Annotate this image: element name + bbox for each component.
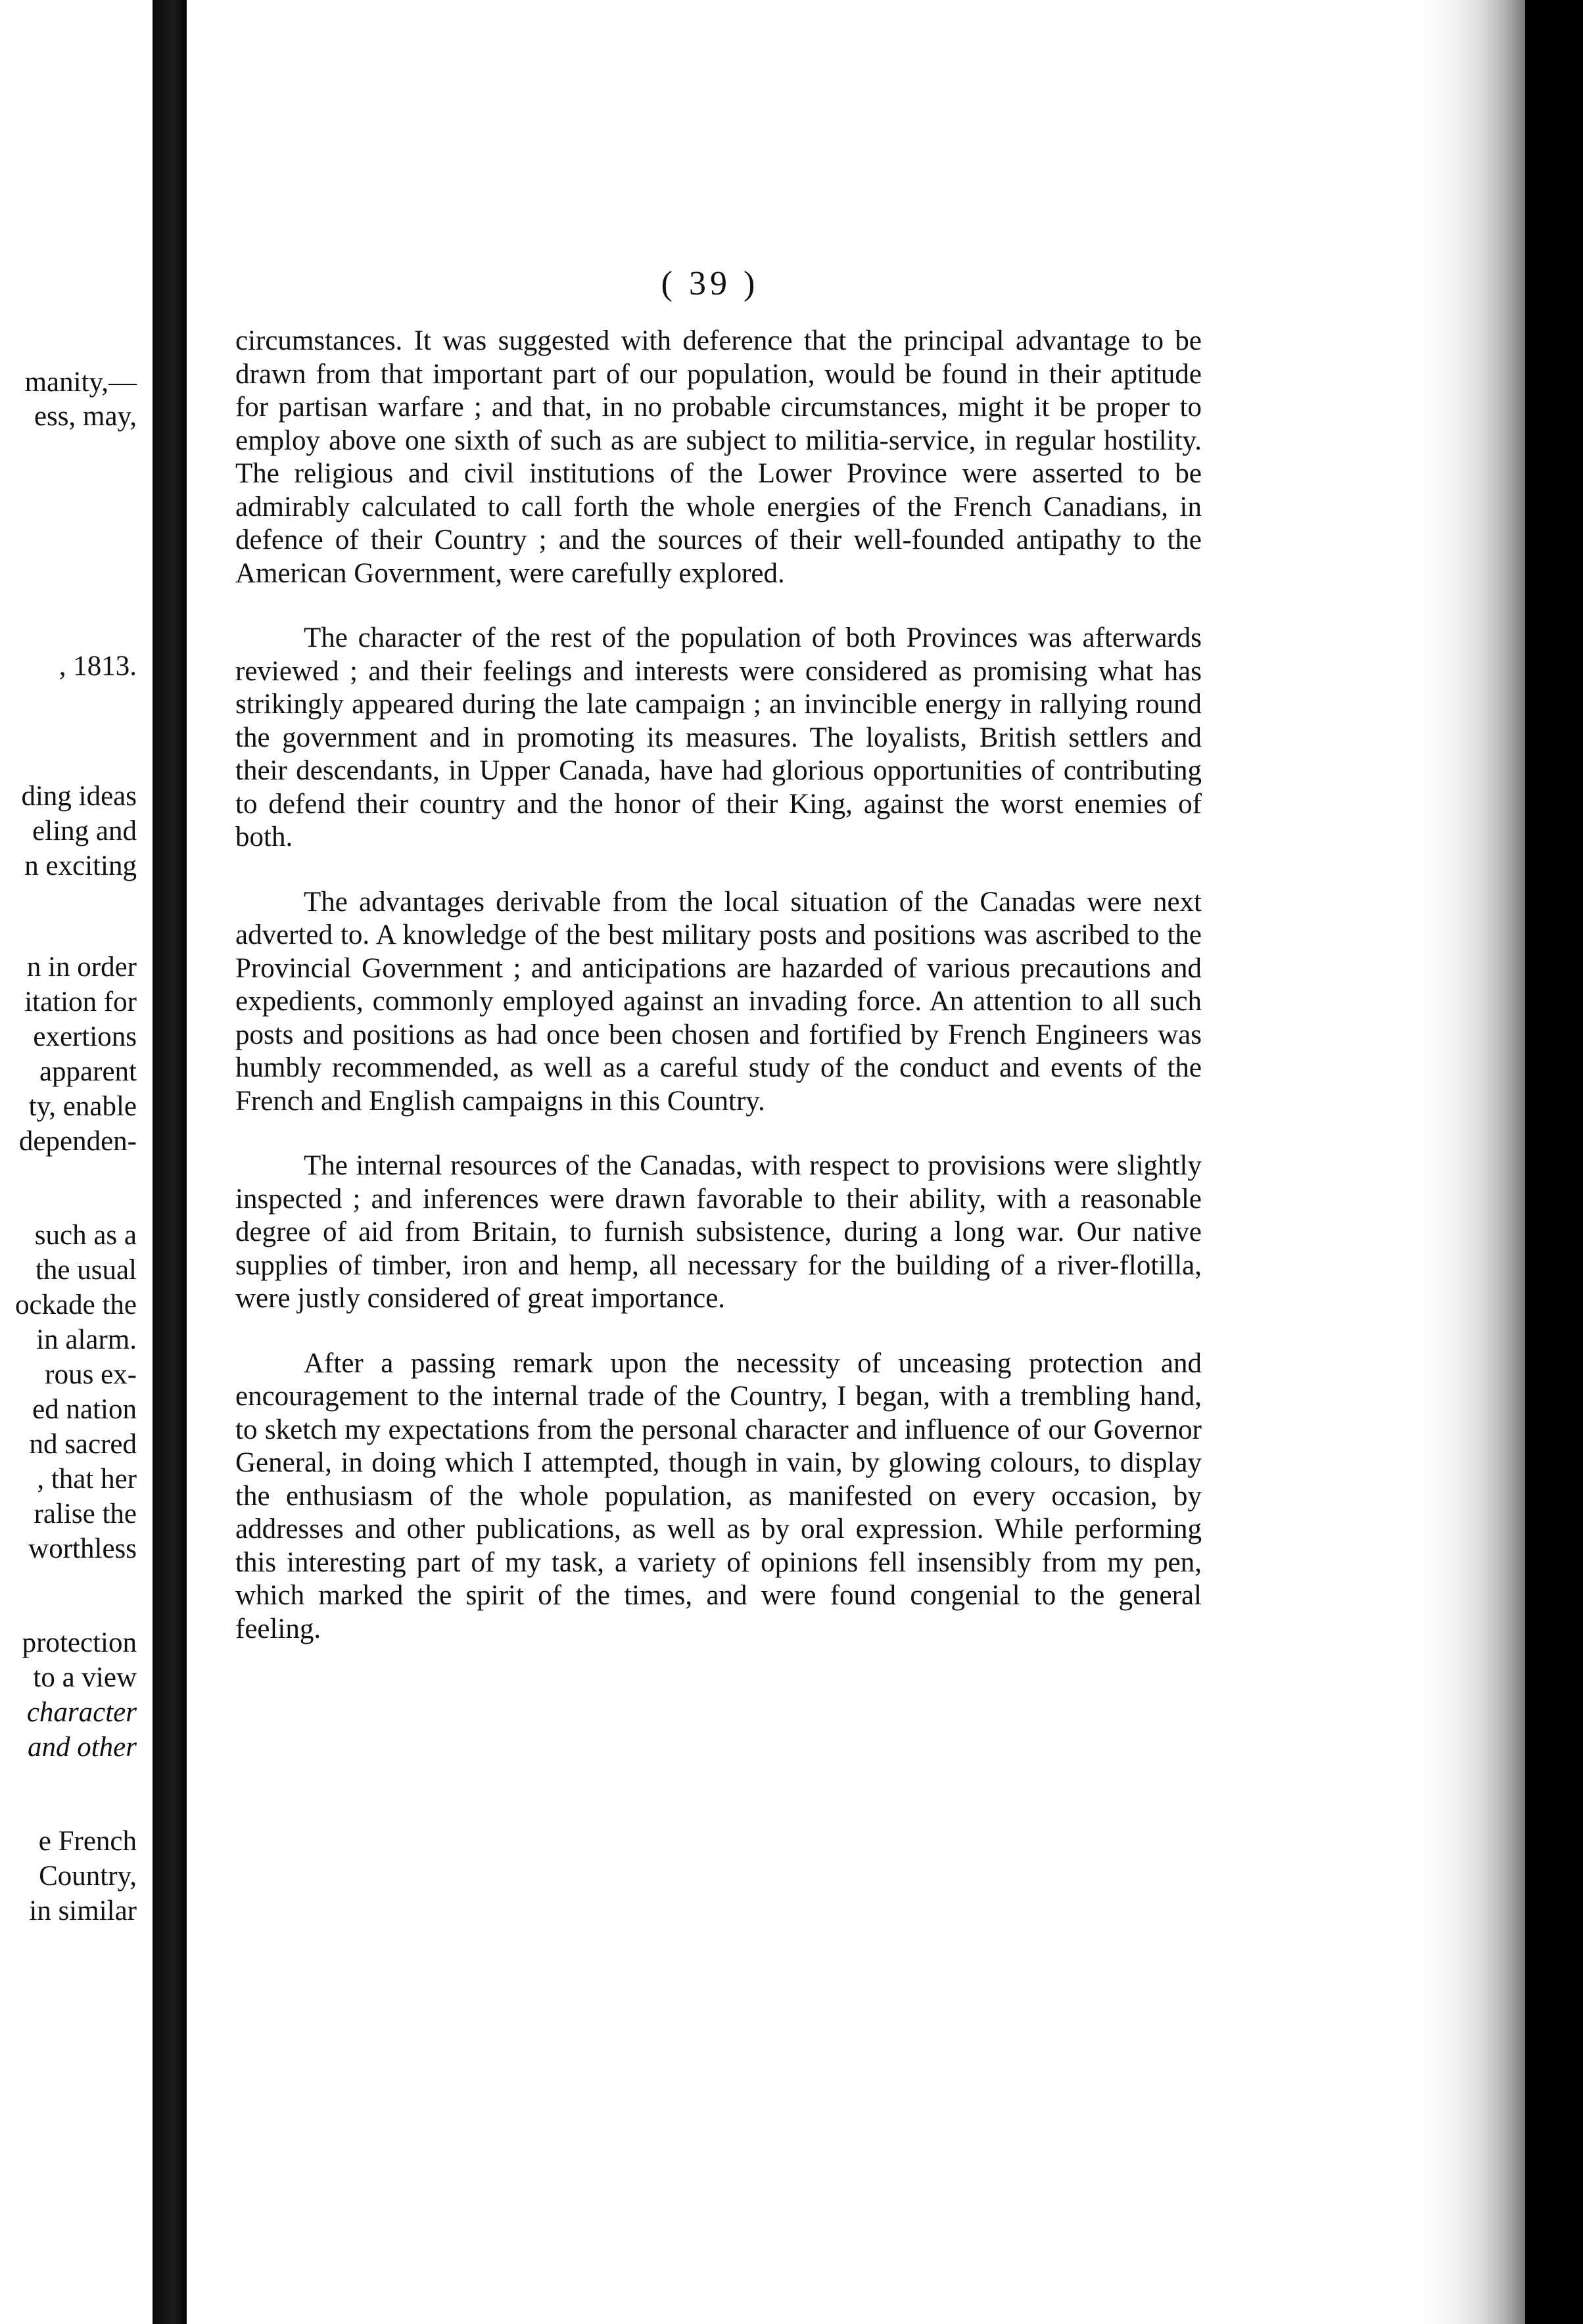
paragraph-3: The advantages derivable from the local situation of the Canadas were next adverted to. A knowledge of the best military posts and positions was ascribed to the Provincial Government ; and anticipations are hazarded of various precautions and expedients, commonly employed against an invading force. An attention to all such posts and positions as had once been chosen and fortified by French Engineers was humbly recommended, as well as a careful study of the conduct and events of the French and English campaigns in this Country.	[235, 886, 1202, 1117]
paragraph-5: After a passing remark upon the necessity of unceasing protection and encouragement to the internal trade of the Country, I began, with a trembling hand, to sketch my expectations from the personal character and influence of our Governor General, in doing which I attempted, though in vain, by glowing colours, to display the enthusiasm of the whole population, as manifested on every occasion, by addresses and other publications, as well as by oral expression. While performing this interesting part of my task, a variety of opinions fell insensibly from my pen, which marked the spirit of the times, and were found congenial to the general feeling.	[235, 1347, 1202, 1644]
left-page-line: in alarm.	[36, 1324, 137, 1355]
left-page-line: n exciting	[24, 850, 137, 881]
left-page-line: ess, may,	[34, 401, 137, 432]
left-page-line: eling and	[32, 816, 137, 847]
left-page-line: protection	[22, 1627, 137, 1658]
left-page-line: nd sacred	[29, 1429, 137, 1460]
left-page-line: the usual	[35, 1255, 137, 1286]
left-page-line: ockade the	[14, 1290, 137, 1320]
paragraph-2: The character of the rest of the population of both Provinces was afterwards reviewed ; and their feelings and interests were considered as promising what has strikingly appeared during the late campaign ; an invincible energy in rallying round the government and in promoting its measures. The loyalists, British settlers and their descendants, in Upper Canada, have had glorious opportunities of contributing to defend their country and the honor of their King, against the worst enemies of both.	[235, 622, 1202, 852]
left-page-line: ding ideas	[21, 781, 137, 812]
left-page-line: character	[26, 1697, 137, 1728]
page-edge-curl	[1420, 0, 1525, 2324]
left-page-line: manity,—	[24, 367, 137, 398]
left-page-line: to a view	[33, 1662, 137, 1693]
left-page-line: in similar	[29, 1895, 137, 1926]
left-page-line: , that her	[37, 1464, 137, 1495]
paragraph-4: The internal resources of the Canadas, with respect to provisions were slightly inspected ; and inferences were drawn favorable to their ability, with a reasonable degree of aid from Britain, to furnish subsistence, during a long war. Our native supplies of timber, iron and hemp, all necessary for the building of a river-flotilla, were justly considered of great importance.	[235, 1150, 1202, 1314]
left-page-line: ralise the	[34, 1499, 137, 1529]
body-text	[235, 325, 1202, 1677]
paragraph-1: circumstances. It was suggested with deference that the principal advantage to be drawn from that important part of our population, would be found in their aptitude for partisan warfare ; and that, in no probable circumstances, might it be proper to employ above one sixth of such as are subject to militia-service, in regular hostility. The religious and civil institutions of the Lower Province were asserted to be admirably calculated to call forth the whole energies of the French Canadians, in defence of their Country ; and the sources of their well-founded antipathy to the American Government, were carefully explored.	[235, 325, 1202, 589]
left-page-line: ed nation	[32, 1394, 137, 1425]
page-number: ( 39 )	[661, 265, 759, 302]
left-page-line: such as a	[34, 1220, 137, 1251]
left-page-fragment	[0, 0, 153, 2324]
left-page-line: , 1813.	[59, 651, 137, 682]
left-page-line: itation for	[24, 987, 137, 1017]
left-page-line: dependen-	[18, 1126, 137, 1157]
scan-edge-shadow	[1525, 0, 1583, 2324]
book-gutter	[153, 0, 187, 2324]
left-page-line: n in order	[26, 952, 137, 983]
left-page-line: ty, enable	[28, 1091, 137, 1122]
left-page-line: worthless	[28, 1533, 137, 1564]
left-page-line: e French	[38, 1826, 137, 1857]
left-page-line: rous ex-	[45, 1359, 137, 1390]
left-page-line: apparent	[39, 1056, 137, 1087]
left-page-line: and other	[27, 1732, 137, 1763]
left-page-line: Country,	[39, 1861, 137, 1892]
left-page-line: exertions	[33, 1021, 137, 1052]
